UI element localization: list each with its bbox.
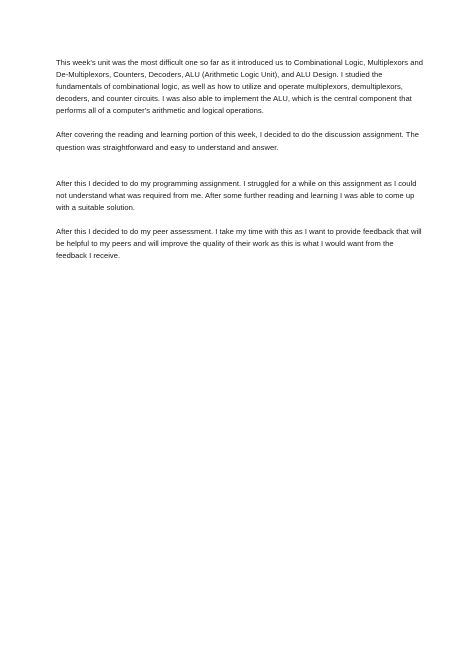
paragraph-weekly-unit-summary: This week's unit was the most difficult one so far as it introduced us to Combinational Logic, Multiplexors and De-Multiplexors, Counters, Decoders, ALU (Arithmetic Logic Unit), and ALU Design. I studied the fundamentals of combinational logic, as well as how to utilize and operate multiplexors, demultiplexors, decoders, and counter circuits. I was also able to implement the ALU, which is the central component that performs all of a computer's arithmetic and logical operations.: [56, 58, 423, 116]
paragraph-programming-assignment: After this I decided to do my programming assignment. I struggled for a while on this assignment as I could not understand what was required from me. After some further reading and learning I was able to come up with a suitable solution.: [56, 178, 417, 212]
paragraph-peer-assessment: After this I decided to do my peer assessment. I take my time with this as I want to provide feedback that will be helpful to my peers and will improve the quality of their work as this is what I would want from the feedback I receive.: [56, 226, 422, 261]
document-body: [56, 57, 426, 262]
paragraph-discussion-assignment: After covering the reading and learning portion of this week, I decided to do the discussion assignment. The question was straightforward and easy to understand and answer.: [56, 130, 419, 152]
